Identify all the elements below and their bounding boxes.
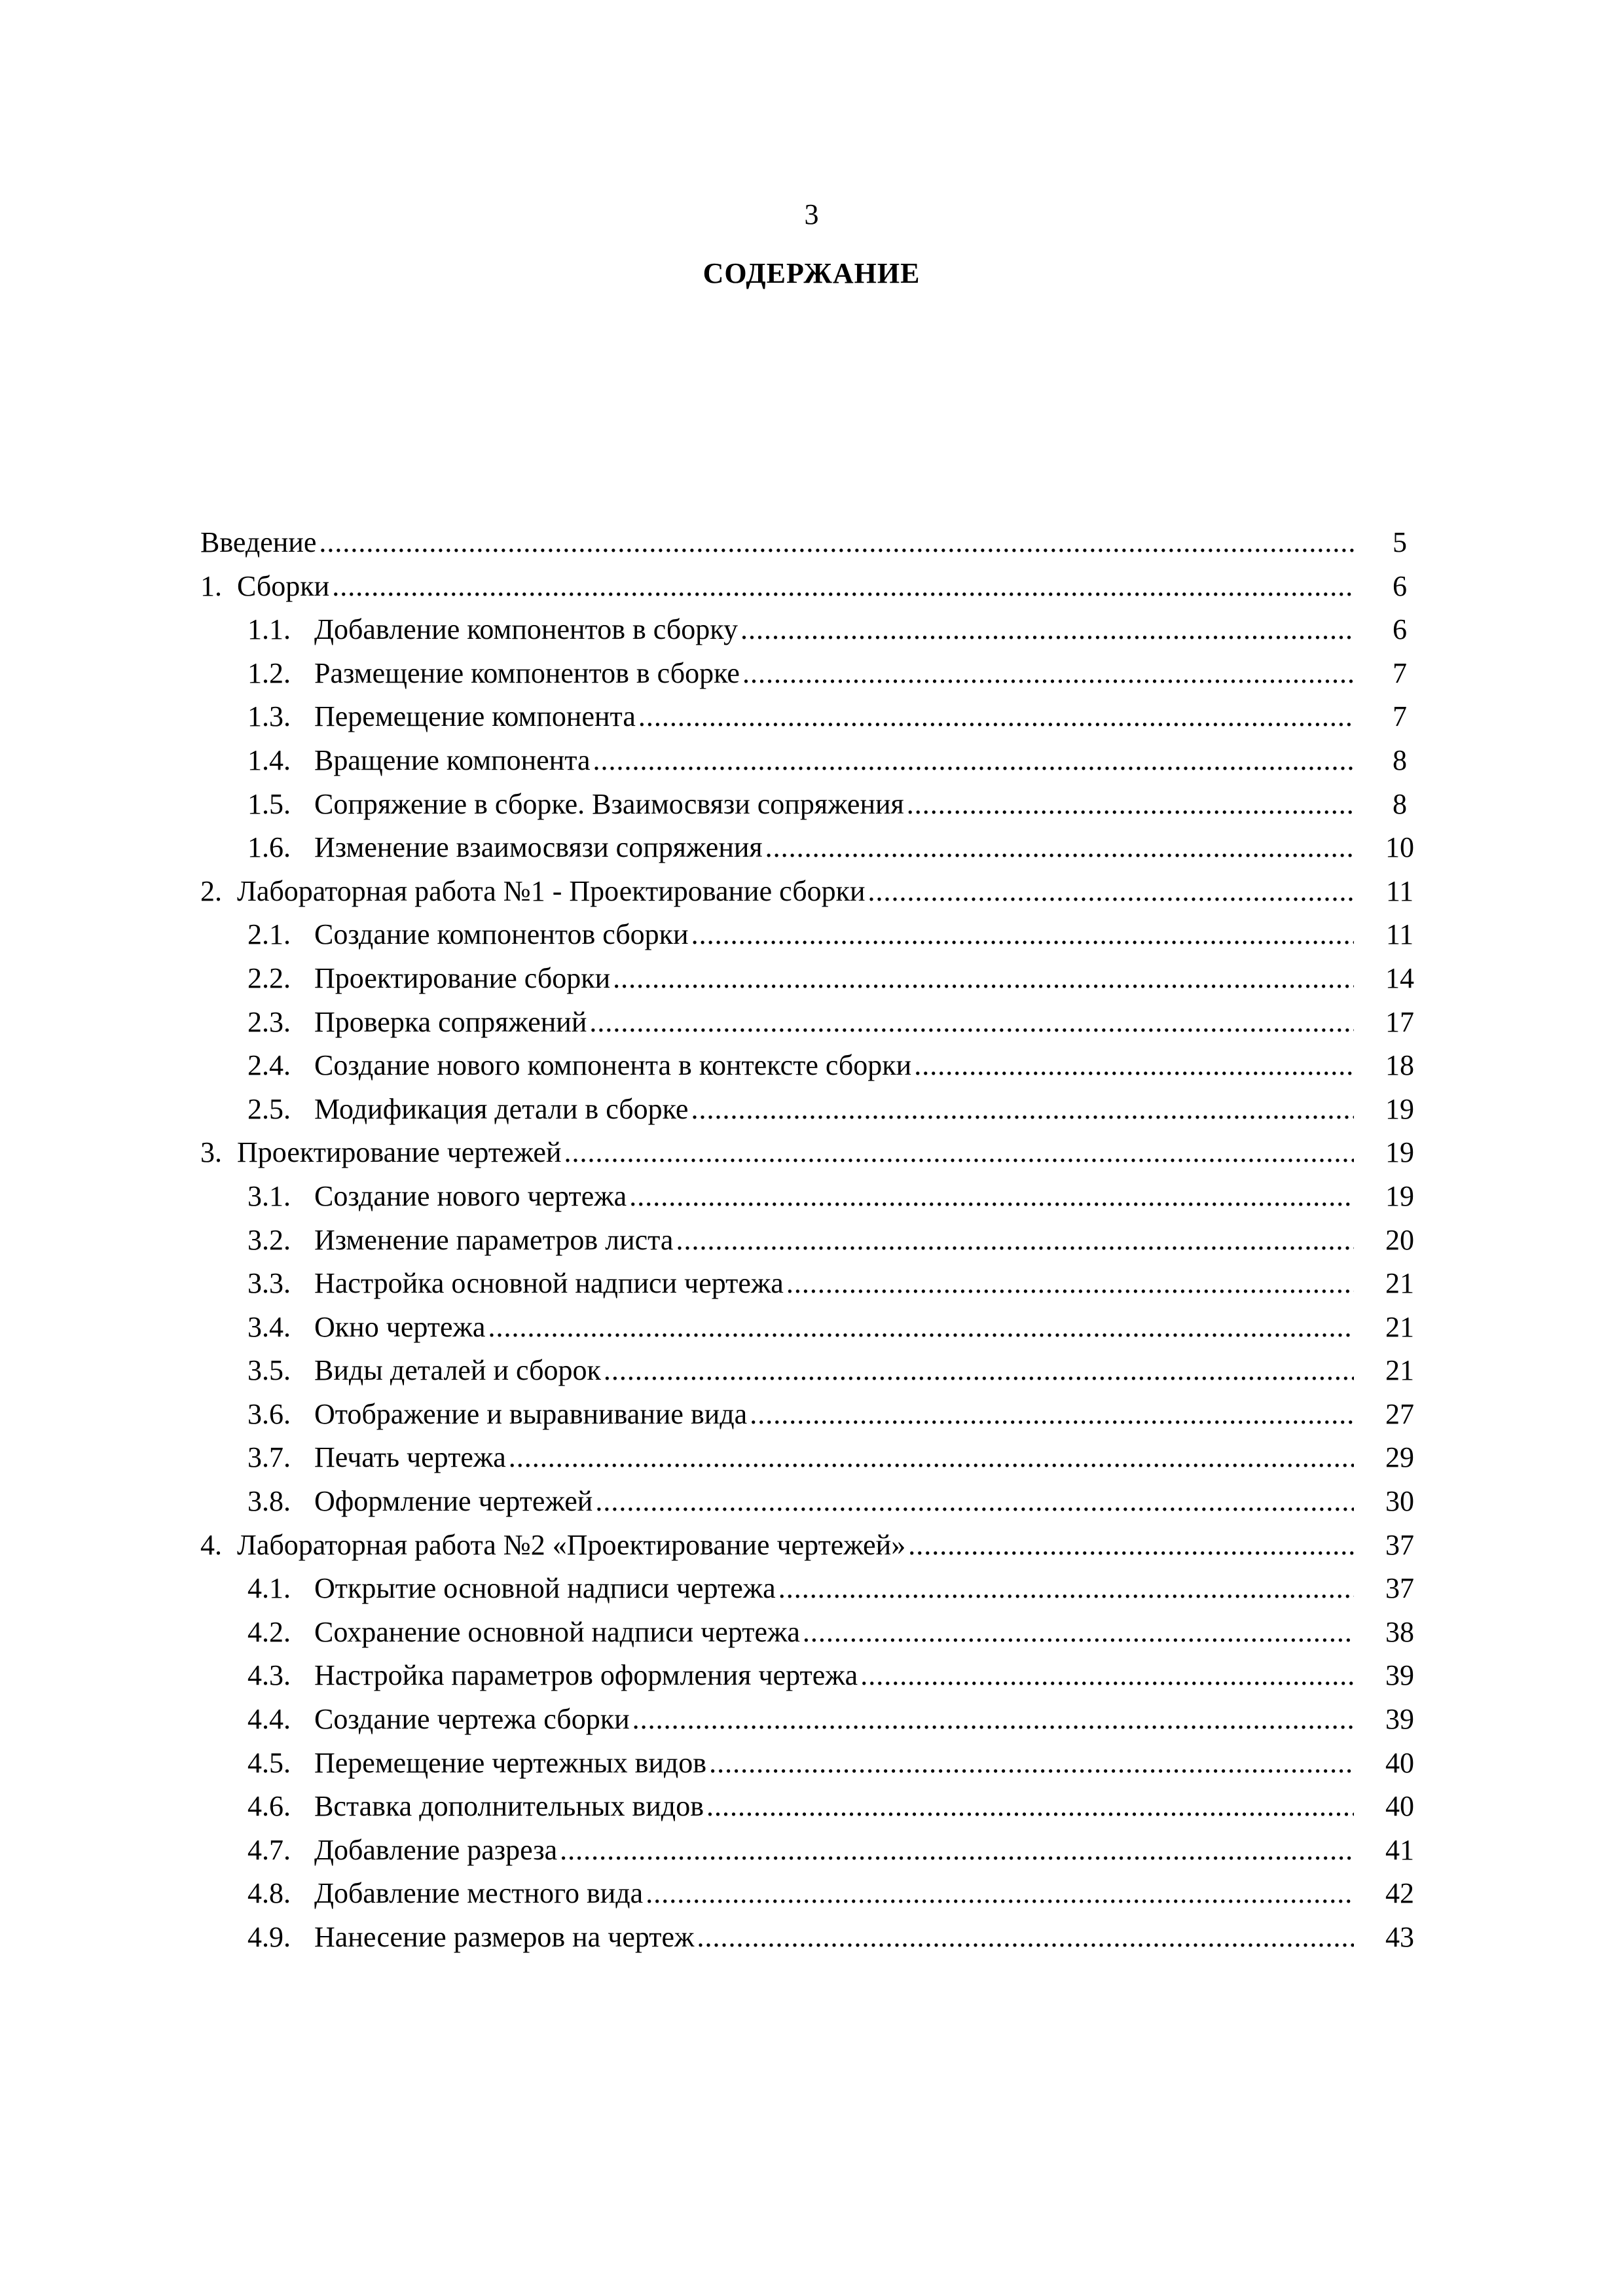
toc-entry bbox=[247, 1175, 1354, 1218]
toc-subsection bbox=[200, 1306, 1426, 1350]
toc-number: 3.7. bbox=[247, 1441, 291, 1474]
toc-page-number: 7 bbox=[1393, 656, 1407, 689]
toc-number: 2. bbox=[200, 874, 222, 907]
toc-title: Изменение параметров листа bbox=[314, 1223, 674, 1256]
toc-dot-leader bbox=[691, 1088, 1354, 1131]
toc-dot-leader bbox=[604, 1349, 1354, 1392]
toc-page-number: 21 bbox=[1385, 1310, 1414, 1343]
toc-subsection bbox=[200, 652, 1426, 696]
toc-title: Введение bbox=[200, 526, 317, 558]
toc-entry bbox=[247, 1829, 1354, 1872]
toc-page-number: 42 bbox=[1385, 1877, 1414, 1910]
toc-dot-leader bbox=[691, 913, 1354, 956]
toc-number: 2.4. bbox=[247, 1049, 291, 1082]
toc-entry bbox=[200, 565, 1354, 608]
toc-title: Создание компонентов сборки bbox=[314, 918, 689, 951]
toc-page-number: 18 bbox=[1385, 1049, 1414, 1082]
toc-number: 4.5. bbox=[247, 1746, 291, 1779]
toc-page-number: 19 bbox=[1385, 1179, 1414, 1212]
toc-number: 2.5. bbox=[247, 1092, 291, 1125]
toc-entry bbox=[247, 1742, 1354, 1785]
toc-title: Проектирование чертежей bbox=[237, 1136, 562, 1169]
toc-section bbox=[200, 521, 1426, 565]
toc-title: Сборки bbox=[237, 569, 330, 602]
toc-subsection bbox=[200, 1044, 1426, 1088]
toc-dot-leader bbox=[750, 1393, 1354, 1436]
toc-entry bbox=[247, 1611, 1354, 1654]
toc-section bbox=[200, 565, 1426, 609]
toc-subsection bbox=[200, 1611, 1426, 1655]
toc-subsection bbox=[200, 826, 1426, 870]
toc-title: Виды деталей и сборок bbox=[314, 1354, 601, 1387]
toc-entry bbox=[247, 1306, 1354, 1349]
toc-title: Оформление чертежей bbox=[314, 1485, 593, 1518]
toc-dot-leader bbox=[742, 652, 1354, 695]
toc-number: 4.8. bbox=[247, 1877, 291, 1910]
toc-title: Нанесение размеров на чертеж bbox=[314, 1921, 695, 1953]
toc-dot-leader bbox=[907, 783, 1354, 826]
toc-dot-leader bbox=[709, 1742, 1354, 1785]
toc-entry bbox=[247, 1480, 1354, 1523]
toc-entry bbox=[247, 1044, 1354, 1087]
toc-number: 3.8. bbox=[247, 1485, 291, 1518]
toc-number: 1.2. bbox=[247, 656, 291, 689]
toc-dot-leader bbox=[319, 521, 1354, 564]
toc-dot-leader bbox=[803, 1611, 1354, 1654]
toc-subsection bbox=[200, 1742, 1426, 1785]
toc-number: 1.1. bbox=[247, 613, 291, 646]
toc-dot-leader bbox=[488, 1306, 1354, 1349]
toc-title: Лабораторная работа №1 - Проектирование сборки bbox=[237, 874, 866, 907]
toc-number: 4.9. bbox=[247, 1921, 291, 1953]
toc-title: Перемещение чертежных видов bbox=[314, 1746, 707, 1779]
toc-page-number: 8 bbox=[1393, 744, 1407, 776]
toc-entry bbox=[247, 1393, 1354, 1436]
toc-entry bbox=[247, 608, 1354, 651]
toc-subsection bbox=[200, 608, 1426, 652]
toc-title: Создание чертежа сборки bbox=[314, 1703, 630, 1736]
toc-title: Вставка дополнительных видов bbox=[314, 1790, 704, 1823]
toc-section bbox=[200, 1131, 1426, 1175]
toc-subsection bbox=[200, 1567, 1426, 1611]
toc-page-number: 6 bbox=[1393, 613, 1407, 646]
toc-entry bbox=[247, 957, 1354, 1000]
toc-page-number: 41 bbox=[1385, 1833, 1414, 1866]
toc-entry bbox=[247, 783, 1354, 826]
toc-title: Модификация детали в сборке bbox=[314, 1092, 689, 1125]
toc-page-number: 29 bbox=[1385, 1441, 1414, 1474]
toc-number: 4. bbox=[200, 1528, 222, 1561]
toc-title: Открытие основной надписи чертежа bbox=[314, 1572, 776, 1605]
toc-dot-leader bbox=[676, 1219, 1354, 1262]
toc-dot-leader bbox=[914, 1044, 1354, 1087]
toc-section bbox=[200, 870, 1426, 914]
toc-subsection bbox=[200, 1088, 1426, 1132]
toc-page-number: 43 bbox=[1385, 1921, 1414, 1953]
toc-subsection bbox=[200, 1262, 1426, 1306]
toc-page-number: 37 bbox=[1385, 1528, 1414, 1561]
toc-dot-leader bbox=[908, 1524, 1354, 1567]
toc-page-number: 37 bbox=[1385, 1572, 1414, 1605]
toc-subsection bbox=[200, 1872, 1426, 1916]
toc-entry bbox=[247, 1262, 1354, 1305]
toc-number: 3.2. bbox=[247, 1223, 291, 1256]
toc-subsection bbox=[200, 1654, 1426, 1698]
toc-entry bbox=[200, 1524, 1354, 1567]
toc-number: 1.5. bbox=[247, 787, 291, 820]
toc-title: Создание нового компонента в контексте сборки bbox=[314, 1049, 912, 1082]
page-number: 3 bbox=[804, 198, 819, 230]
toc-subsection bbox=[200, 1175, 1426, 1219]
toc-dot-leader bbox=[629, 1175, 1354, 1218]
toc-number: 3.3. bbox=[247, 1267, 291, 1300]
toc-number: 3.4. bbox=[247, 1310, 291, 1343]
toc-page-number: 6 bbox=[1393, 569, 1407, 602]
toc-entry bbox=[200, 870, 1354, 913]
toc-entry bbox=[247, 913, 1354, 956]
toc-title: Настройка основной надписи чертежа bbox=[314, 1267, 784, 1300]
toc-title: Изменение взаимосвязи сопряжения bbox=[314, 831, 763, 864]
toc-subsection bbox=[200, 1916, 1426, 1960]
toc-number: 3.6. bbox=[247, 1397, 291, 1430]
toc-number: 1.3. bbox=[247, 700, 291, 733]
toc-entry bbox=[247, 1088, 1354, 1131]
toc-dot-leader bbox=[595, 1480, 1354, 1523]
toc-subsection bbox=[200, 1785, 1426, 1829]
toc-subsection bbox=[200, 1436, 1426, 1480]
toc-page-number: 14 bbox=[1385, 961, 1414, 994]
toc-page-number: 30 bbox=[1385, 1485, 1414, 1518]
toc-number: 4.6. bbox=[247, 1790, 291, 1823]
toc-page-number: 39 bbox=[1385, 1659, 1414, 1692]
toc-subsection bbox=[200, 1698, 1426, 1742]
toc-entry bbox=[247, 1654, 1354, 1697]
toc-title: Проверка сопряжений bbox=[314, 1005, 587, 1038]
toc-entry bbox=[247, 1001, 1354, 1044]
toc-dot-leader bbox=[589, 1001, 1354, 1044]
toc-title: Добавление местного вида bbox=[314, 1877, 644, 1910]
toc-title: Настройка параметров оформления чертежа bbox=[314, 1659, 858, 1692]
toc-subsection bbox=[200, 1001, 1426, 1045]
toc-entry bbox=[247, 1698, 1354, 1741]
toc-title: Добавление разреза bbox=[314, 1833, 558, 1866]
toc-number: 2.2. bbox=[247, 961, 291, 994]
toc-dot-leader bbox=[509, 1436, 1354, 1479]
toc-dot-leader bbox=[560, 1829, 1354, 1872]
toc-dot-leader bbox=[646, 1872, 1354, 1915]
toc-dot-leader bbox=[740, 608, 1354, 651]
toc-subsection bbox=[200, 1829, 1426, 1873]
toc-entry bbox=[247, 739, 1354, 782]
toc-dot-leader bbox=[697, 1916, 1354, 1959]
toc-entry bbox=[200, 1131, 1354, 1174]
toc-title: Создание нового чертежа bbox=[314, 1179, 627, 1212]
toc-page-number: 27 bbox=[1385, 1397, 1414, 1430]
toc-dot-leader bbox=[868, 870, 1354, 913]
toc-title: Лабораторная работа №2 «Проектирование чертежей» bbox=[237, 1528, 906, 1561]
toc-page-number: 10 bbox=[1385, 831, 1414, 864]
page-title: СОДЕРЖАНИЕ bbox=[702, 257, 921, 289]
toc-dot-leader bbox=[765, 826, 1354, 869]
toc-number: 3.1. bbox=[247, 1179, 291, 1212]
toc-entry bbox=[247, 652, 1354, 695]
toc-page-number: 5 bbox=[1393, 526, 1407, 558]
toc-entry bbox=[247, 1785, 1354, 1828]
toc-number: 2.1. bbox=[247, 918, 291, 951]
toc-dot-leader bbox=[332, 565, 1354, 608]
toc-entry bbox=[247, 1916, 1354, 1959]
toc-entry bbox=[247, 826, 1354, 869]
toc-page-number: 19 bbox=[1385, 1092, 1414, 1125]
toc-page-number: 21 bbox=[1385, 1267, 1414, 1300]
toc-number: 4.2. bbox=[247, 1615, 291, 1648]
toc-section bbox=[200, 1524, 1426, 1568]
toc-number: 3.5. bbox=[247, 1354, 291, 1387]
toc-number: 4.7. bbox=[247, 1833, 291, 1866]
toc-subsection bbox=[200, 695, 1426, 739]
toc-dot-leader bbox=[706, 1785, 1354, 1828]
toc-number: 4.4. bbox=[247, 1703, 291, 1736]
toc-title: Вращение компонента bbox=[314, 744, 591, 776]
toc-title: Размещение компонентов в сборке bbox=[314, 656, 740, 689]
toc-subsection bbox=[200, 1349, 1426, 1393]
toc-dot-leader bbox=[613, 957, 1354, 1000]
toc-page-number: 19 bbox=[1385, 1136, 1414, 1169]
toc-title: Перемещение компонента bbox=[314, 700, 636, 733]
toc-number: 4.1. bbox=[247, 1572, 291, 1605]
toc-title: Добавление компонентов в сборку bbox=[314, 613, 738, 646]
toc-title: Отображение и выравнивание вида bbox=[314, 1397, 748, 1430]
toc-title: Печать чертежа bbox=[314, 1441, 506, 1474]
toc-page-number: 40 bbox=[1385, 1746, 1414, 1779]
toc-dot-leader bbox=[593, 739, 1354, 782]
toc-entry bbox=[247, 1567, 1354, 1610]
toc-number: 1.4. bbox=[247, 744, 291, 776]
toc-dot-leader bbox=[860, 1654, 1354, 1697]
toc-number: 4.3. bbox=[247, 1659, 291, 1692]
toc-dot-leader bbox=[638, 695, 1354, 738]
toc-entry bbox=[247, 1349, 1354, 1392]
toc-subsection bbox=[200, 739, 1426, 783]
toc-number: 3. bbox=[200, 1136, 222, 1169]
toc-page-number: 7 bbox=[1393, 700, 1407, 733]
toc-entry bbox=[200, 521, 1354, 564]
toc-subsection bbox=[200, 957, 1426, 1001]
toc-page-number: 11 bbox=[1385, 874, 1414, 907]
toc-page-number: 20 bbox=[1385, 1223, 1414, 1256]
toc-page-number: 40 bbox=[1385, 1790, 1414, 1823]
toc-title: Окно чертежа bbox=[314, 1310, 486, 1343]
toc-subsection bbox=[200, 1219, 1426, 1263]
toc-page-number: 8 bbox=[1393, 787, 1407, 820]
toc-subsection bbox=[200, 783, 1426, 827]
toc-dot-leader bbox=[632, 1698, 1354, 1741]
toc-page-number: 38 bbox=[1385, 1615, 1414, 1648]
toc-entry bbox=[247, 1436, 1354, 1479]
toc-dot-leader bbox=[778, 1567, 1354, 1610]
toc-dot-leader bbox=[786, 1262, 1354, 1305]
table-of-contents bbox=[200, 521, 1426, 1960]
toc-number: 2.3. bbox=[247, 1005, 291, 1038]
toc-page-number: 39 bbox=[1385, 1703, 1414, 1736]
toc-entry bbox=[247, 1872, 1354, 1915]
toc-number: 1.6. bbox=[247, 831, 291, 864]
toc-subsection bbox=[200, 1393, 1426, 1437]
toc-subsection bbox=[200, 913, 1426, 957]
toc-page-number: 11 bbox=[1385, 918, 1414, 951]
toc-dot-leader bbox=[564, 1131, 1355, 1174]
toc-subsection bbox=[200, 1480, 1426, 1524]
toc-title: Сохранение основной надписи чертежа bbox=[314, 1615, 800, 1648]
toc-title: Сопряжение в сборке. Взаимосвязи сопряжения bbox=[314, 787, 904, 820]
toc-number: 1. bbox=[200, 569, 222, 602]
toc-entry bbox=[247, 1219, 1354, 1262]
toc-page-number: 21 bbox=[1385, 1354, 1414, 1387]
toc-entry bbox=[247, 695, 1354, 738]
toc-page-number: 17 bbox=[1385, 1005, 1414, 1038]
toc-title: Проектирование сборки bbox=[314, 961, 611, 994]
